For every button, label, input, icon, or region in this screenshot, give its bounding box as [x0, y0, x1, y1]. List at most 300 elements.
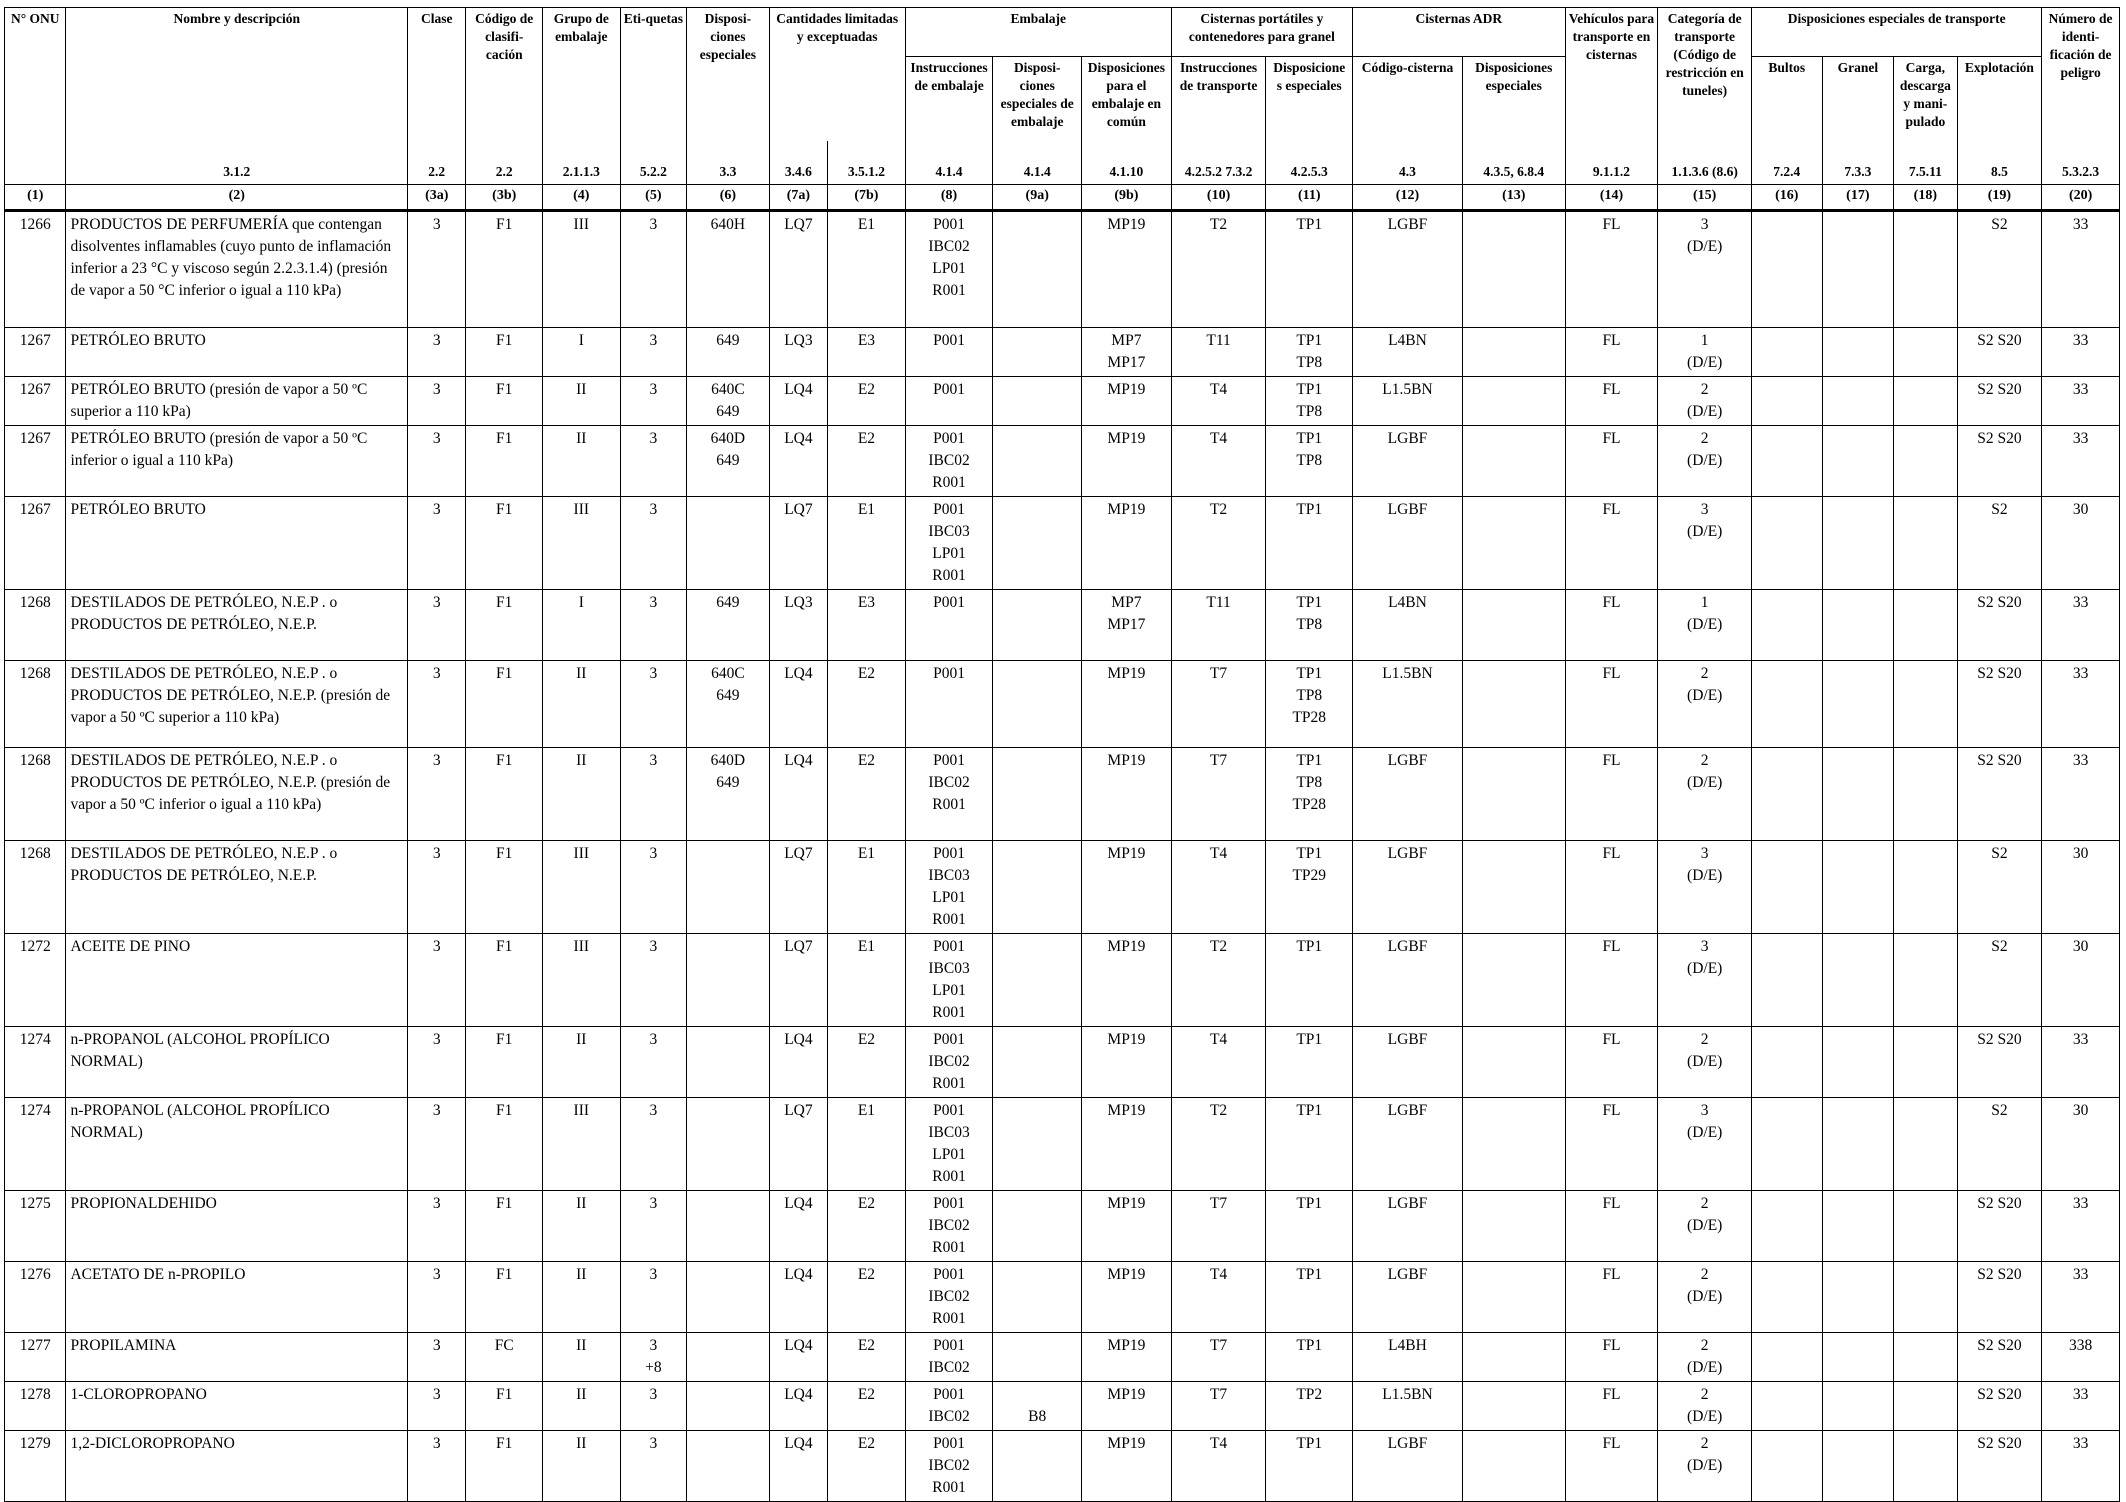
cell-portable-instructions: T4	[1171, 1431, 1266, 1502]
cell-special-bulk	[1822, 377, 1894, 426]
table-row	[5, 1382, 2120, 1431]
cell-transport-category: 3 (D/E)	[1658, 934, 1752, 1027]
header-column-number-13: (10)	[1171, 185, 1266, 211]
cell-excepted-quantity: E2	[828, 426, 906, 497]
cell-packing-instructions: P001 IBC02 R001	[905, 1191, 993, 1262]
cell-transport-category: 2 (D/E)	[1658, 1027, 1752, 1098]
cell-portable-instructions: T11	[1171, 590, 1266, 661]
cell-mixed-packing: MP19	[1082, 1333, 1172, 1382]
cell-packing-group: II	[543, 1333, 621, 1382]
cell-excepted-quantity: E1	[828, 1098, 906, 1191]
header-reference-6: 5.2.2	[620, 141, 687, 185]
cell-special-operation: S2	[1957, 1098, 2042, 1191]
cell-adr-special	[1462, 934, 1565, 1027]
header-packaging-group: Embalaje	[905, 8, 1171, 57]
header-reference-1	[5, 141, 66, 185]
cell-hazard-number: 33	[2042, 1431, 2120, 1502]
cell-portable-special: TP1 TP29	[1266, 841, 1353, 934]
cell-adr-special	[1462, 1191, 1565, 1262]
cell-limited-quantity: LQ3	[769, 328, 827, 377]
cell-portable-instructions: T4	[1171, 377, 1266, 426]
cell-labels: 3	[620, 328, 687, 377]
cell-special-packages	[1752, 328, 1823, 377]
cell-labels: 3	[620, 661, 687, 748]
table-row	[5, 328, 2120, 377]
header-reference-8: 3.4.6	[769, 141, 827, 185]
cell-special-packages	[1752, 748, 1823, 841]
cell-labels: 3	[620, 590, 687, 661]
cell-portable-instructions: T4	[1171, 426, 1266, 497]
cell-special-provisions	[687, 497, 770, 590]
cell-name-description: DESTILADOS DE PETRÓLEO, N.E.P . o PRODUCTOS DE PETRÓLEO, N.E.P.	[66, 841, 408, 934]
cell-tank-vehicle: FL	[1565, 328, 1658, 377]
cell-packing-group: II	[543, 748, 621, 841]
cell-special-packages	[1752, 841, 1823, 934]
header-column-number-19: (16)	[1752, 185, 1823, 211]
cell-labels: 3	[620, 497, 687, 590]
header-column-number-18: (15)	[1658, 185, 1752, 211]
cell-tank-code: LGBF	[1353, 1431, 1463, 1502]
header-column-number-6: (5)	[620, 185, 687, 211]
cell-adr-special	[1462, 1262, 1565, 1333]
cell-classification-code: F1	[466, 1431, 543, 1502]
header-labels: Eti-quetas	[620, 8, 687, 142]
cell-special-operation: S2	[1957, 497, 2042, 590]
cell-class: 3	[408, 1333, 466, 1382]
cell-excepted-quantity: E2	[828, 1382, 906, 1431]
cell-limited-quantity: LQ4	[769, 1431, 827, 1502]
cell-special-packages	[1752, 934, 1823, 1027]
cell-transport-category: 2 (D/E)	[1658, 1431, 1752, 1502]
header-operation: Explotación	[1957, 57, 2042, 142]
cell-special-bulk	[1822, 1382, 1894, 1431]
cell-transport-category: 3 (D/E)	[1658, 497, 1752, 590]
header-reference-19: 7.2.4	[1752, 141, 1823, 185]
cell-tank-vehicle: FL	[1565, 748, 1658, 841]
cell-tank-vehicle: FL	[1565, 1027, 1658, 1098]
table-row	[5, 934, 2120, 1027]
cell-excepted-quantity: E1	[828, 841, 906, 934]
header-adr-special: Disposiciones especiales	[1462, 57, 1565, 142]
table-row	[5, 1333, 2120, 1382]
cell-packing-group: II	[543, 1027, 621, 1098]
cell-hazard-number: 33	[2042, 748, 2120, 841]
cell-tank-vehicle: FL	[1565, 1191, 1658, 1262]
cell-packing-group: II	[543, 661, 621, 748]
header-reference-row	[5, 141, 2120, 185]
cell-special-operation: S2	[1957, 841, 2042, 934]
cell-transport-category: 2 (D/E)	[1658, 1333, 1752, 1382]
cell-special-bulk	[1822, 328, 1894, 377]
cell-mixed-packing: MP19	[1082, 497, 1172, 590]
cell-tank-code: LGBF	[1353, 748, 1463, 841]
cell-excepted-quantity: E2	[828, 748, 906, 841]
cell-special-operation: S2 S20	[1957, 1431, 2042, 1502]
table-row	[5, 590, 2120, 661]
cell-mixed-packing: MP19	[1082, 377, 1172, 426]
header-reference-3: 2.2	[408, 141, 466, 185]
cell-special-bulk	[1822, 1098, 1894, 1191]
cell-classification-code: F1	[466, 328, 543, 377]
cell-portable-instructions: T4	[1171, 841, 1266, 934]
cell-special-bulk	[1822, 841, 1894, 934]
cell-tank-vehicle: FL	[1565, 1333, 1658, 1382]
cell-un-number: 1267	[5, 328, 66, 377]
cell-class: 3	[408, 1431, 466, 1502]
cell-mixed-packing: MP7 MP17	[1082, 328, 1172, 377]
cell-portable-instructions: T11	[1171, 328, 1266, 377]
header-packing-group: Grupo de embalaje	[543, 8, 621, 142]
header-special-provisions: Disposi-ciones especiales	[687, 8, 770, 142]
cell-classification-code: F1	[466, 377, 543, 426]
cell-tank-vehicle: FL	[1565, 661, 1658, 748]
cell-transport-category: 1 (D/E)	[1658, 590, 1752, 661]
cell-packing-group: III	[543, 841, 621, 934]
cell-packing-group: II	[543, 1431, 621, 1502]
cell-transport-category: 2 (D/E)	[1658, 426, 1752, 497]
cell-excepted-quantity: E2	[828, 377, 906, 426]
cell-special-packages	[1752, 1333, 1823, 1382]
cell-portable-instructions: T2	[1171, 934, 1266, 1027]
header-reference-12: 4.1.10	[1082, 141, 1172, 185]
cell-special-bulk	[1822, 1431, 1894, 1502]
cell-packing-special: B8	[993, 1382, 1082, 1431]
cell-special-operation: S2 S20	[1957, 426, 2042, 497]
header-bulk: Granel	[1822, 57, 1894, 142]
header-portable-instructions: Instrucciones de transporte	[1171, 57, 1266, 142]
cell-labels: 3	[620, 1431, 687, 1502]
table-row	[5, 377, 2120, 426]
cell-tank-code: L4BN	[1353, 590, 1463, 661]
cell-packing-special	[993, 748, 1082, 841]
cell-adr-special	[1462, 426, 1565, 497]
table-row	[5, 426, 2120, 497]
cell-tank-code: LGBF	[1353, 934, 1463, 1027]
cell-name-description: 1,2-DICLOROPROPANO	[66, 1431, 408, 1502]
cell-special-loading	[1894, 497, 1957, 590]
dangerous-goods-table	[4, 7, 2120, 1502]
header-class: Clase	[408, 8, 466, 142]
cell-mixed-packing: MP19	[1082, 661, 1172, 748]
cell-mixed-packing: MP7 MP17	[1082, 590, 1172, 661]
cell-adr-special	[1462, 748, 1565, 841]
table-row	[5, 497, 2120, 590]
cell-class: 3	[408, 1262, 466, 1333]
cell-limited-quantity: LQ3	[769, 590, 827, 661]
cell-mixed-packing: MP19	[1082, 211, 1172, 328]
cell-portable-instructions: T2	[1171, 211, 1266, 328]
cell-special-bulk	[1822, 590, 1894, 661]
cell-special-loading	[1894, 328, 1957, 377]
table-header	[5, 8, 2120, 211]
cell-special-operation: S2 S20	[1957, 661, 2042, 748]
cell-transport-category: 2 (D/E)	[1658, 377, 1752, 426]
cell-portable-instructions: T4	[1171, 1027, 1266, 1098]
cell-tank-code: LGBF	[1353, 426, 1463, 497]
cell-portable-special: TP1	[1266, 1333, 1353, 1382]
cell-packing-group: II	[543, 1191, 621, 1262]
cell-tank-vehicle: FL	[1565, 590, 1658, 661]
cell-hazard-number: 33	[2042, 426, 2120, 497]
cell-packing-group: I	[543, 590, 621, 661]
cell-special-bulk	[1822, 934, 1894, 1027]
cell-special-provisions: 649	[687, 328, 770, 377]
cell-special-packages	[1752, 1098, 1823, 1191]
cell-tank-vehicle: FL	[1565, 1262, 1658, 1333]
cell-special-packages	[1752, 1191, 1823, 1262]
cell-tank-code: LGBF	[1353, 211, 1463, 328]
cell-special-operation: S2 S20	[1957, 748, 2042, 841]
cell-adr-special	[1462, 211, 1565, 328]
cell-packing-instructions: P001 IBC02 R001	[905, 1262, 993, 1333]
cell-excepted-quantity: E2	[828, 1333, 906, 1382]
header-loading: Carga, descarga y mani-pulado	[1894, 57, 1957, 142]
header-column-number-row	[5, 185, 2120, 211]
cell-class: 3	[408, 426, 466, 497]
cell-special-packages	[1752, 1027, 1823, 1098]
cell-special-provisions	[687, 841, 770, 934]
header-name: Nombre y descripción	[66, 8, 408, 142]
cell-special-loading	[1894, 590, 1957, 661]
cell-special-provisions: 640C 649	[687, 377, 770, 426]
cell-special-loading	[1894, 211, 1957, 328]
cell-special-loading	[1894, 934, 1957, 1027]
cell-excepted-quantity: E2	[828, 1191, 906, 1262]
cell-packing-instructions: P001 IBC02 R001	[905, 1027, 993, 1098]
cell-special-bulk	[1822, 211, 1894, 328]
table-row	[5, 1098, 2120, 1191]
cell-class: 3	[408, 1027, 466, 1098]
cell-packing-special	[993, 841, 1082, 934]
cell-name-description: PETRÓLEO BRUTO	[66, 497, 408, 590]
cell-packing-special	[993, 1098, 1082, 1191]
cell-mixed-packing: MP19	[1082, 1382, 1172, 1431]
cell-tank-code: L1.5BN	[1353, 1382, 1463, 1431]
header-column-number-21: (18)	[1894, 185, 1957, 211]
cell-portable-special: TP1	[1266, 211, 1353, 328]
header-reference-15: 4.3	[1353, 141, 1463, 185]
cell-hazard-number: 33	[2042, 1191, 2120, 1262]
cell-portable-special: TP1 TP8	[1266, 590, 1353, 661]
cell-classification-code: F1	[466, 661, 543, 748]
cell-excepted-quantity: E3	[828, 590, 906, 661]
cell-classification-code: F1	[466, 590, 543, 661]
cell-tank-vehicle: FL	[1565, 1431, 1658, 1502]
cell-special-loading	[1894, 1098, 1957, 1191]
header-column-number-2: (2)	[66, 185, 408, 211]
cell-special-loading	[1894, 841, 1957, 934]
cell-un-number: 1268	[5, 590, 66, 661]
cell-packing-group: III	[543, 1098, 621, 1191]
header-column-number-12: (9b)	[1082, 185, 1172, 211]
cell-special-provisions	[687, 1333, 770, 1382]
cell-labels: 3	[620, 426, 687, 497]
cell-adr-special	[1462, 841, 1565, 934]
cell-packing-special	[993, 328, 1082, 377]
table-row	[5, 661, 2120, 748]
cell-hazard-number: 33	[2042, 1027, 2120, 1098]
cell-special-provisions	[687, 1191, 770, 1262]
cell-name-description: DESTILADOS DE PETRÓLEO, N.E.P . o PRODUCTOS DE PETRÓLEO, N.E.P. (presión de vapor a 50 ºC superior a 110 kPa)	[66, 661, 408, 748]
cell-un-number: 1266	[5, 211, 66, 328]
cell-un-number: 1267	[5, 377, 66, 426]
cell-name-description: DESTILADOS DE PETRÓLEO, N.E.P . o PRODUCTOS DE PETRÓLEO, N.E.P. (presión de vapor a 50 ºC inferior o igual a 110 kPa)	[66, 748, 408, 841]
cell-special-bulk	[1822, 1262, 1894, 1333]
cell-special-loading	[1894, 1191, 1957, 1262]
cell-special-loading	[1894, 1431, 1957, 1502]
cell-tank-code: LGBF	[1353, 1098, 1463, 1191]
cell-name-description: ACETATO DE n-PROPILO	[66, 1262, 408, 1333]
header-column-number-16: (13)	[1462, 185, 1565, 211]
cell-tank-vehicle: FL	[1565, 497, 1658, 590]
header-reference-7: 3.3	[687, 141, 770, 185]
cell-transport-category: 2 (D/E)	[1658, 661, 1752, 748]
cell-special-provisions	[687, 1431, 770, 1502]
cell-portable-special: TP1 TP8 TP28	[1266, 661, 1353, 748]
cell-classification-code: F1	[466, 934, 543, 1027]
cell-portable-special: TP1	[1266, 1027, 1353, 1098]
cell-limited-quantity: LQ7	[769, 1098, 827, 1191]
cell-portable-instructions: T2	[1171, 497, 1266, 590]
table-row	[5, 841, 2120, 934]
header-tank-code: Código-cisterna	[1353, 57, 1463, 142]
cell-labels: 3 +8	[620, 1333, 687, 1382]
cell-tank-vehicle: FL	[1565, 1098, 1658, 1191]
cell-special-packages	[1752, 497, 1823, 590]
cell-limited-quantity: LQ7	[769, 497, 827, 590]
header-reference-4: 2.2	[466, 141, 543, 185]
cell-special-operation: S2 S20	[1957, 328, 2042, 377]
cell-packing-special	[993, 426, 1082, 497]
cell-limited-quantity: LQ4	[769, 748, 827, 841]
cell-adr-special	[1462, 1098, 1565, 1191]
cell-tank-code: L4BH	[1353, 1333, 1463, 1382]
cell-tank-code: LGBF	[1353, 497, 1463, 590]
cell-hazard-number: 33	[2042, 328, 2120, 377]
cell-class: 3	[408, 497, 466, 590]
cell-adr-special	[1462, 661, 1565, 748]
cell-excepted-quantity: E2	[828, 1431, 906, 1502]
cell-packing-instructions: P001 IBC02	[905, 1333, 993, 1382]
cell-limited-quantity: LQ4	[769, 377, 827, 426]
cell-name-description: ACEITE DE PINO	[66, 934, 408, 1027]
cell-packing-instructions: P001	[905, 377, 993, 426]
cell-name-description: DESTILADOS DE PETRÓLEO, N.E.P . o PRODUCTOS DE PETRÓLEO, N.E.P.	[66, 590, 408, 661]
cell-special-operation: S2 S20	[1957, 1027, 2042, 1098]
header-reference-9: 3.5.1.2	[828, 141, 906, 185]
cell-portable-special: TP1	[1266, 1262, 1353, 1333]
cell-packing-special	[993, 590, 1082, 661]
cell-packing-special	[993, 934, 1082, 1027]
cell-special-bulk	[1822, 1027, 1894, 1098]
cell-labels: 3	[620, 841, 687, 934]
cell-adr-special	[1462, 497, 1565, 590]
cell-name-description: n-PROPANOL (ALCOHOL PROPÍLICO NORMAL)	[66, 1027, 408, 1098]
cell-class: 3	[408, 1191, 466, 1262]
cell-special-packages	[1752, 426, 1823, 497]
cell-limited-quantity: LQ4	[769, 661, 827, 748]
cell-adr-special	[1462, 1431, 1565, 1502]
cell-portable-special: TP1 TP8 TP28	[1266, 748, 1353, 841]
cell-special-operation: S2 S20	[1957, 1191, 2042, 1262]
cell-hazard-number: 33	[2042, 211, 2120, 328]
cell-excepted-quantity: E1	[828, 934, 906, 1027]
cell-name-description: 1-CLOROPROPANO	[66, 1382, 408, 1431]
cell-special-bulk	[1822, 1333, 1894, 1382]
cell-labels: 3	[620, 1262, 687, 1333]
cell-portable-special: TP1 TP8	[1266, 377, 1353, 426]
header-tank-vehicles: Vehículos para transporte en cisternas	[1565, 8, 1658, 142]
cell-packing-group: III	[543, 934, 621, 1027]
header-reference-20: 7.3.3	[1822, 141, 1894, 185]
cell-tank-code: LGBF	[1353, 1191, 1463, 1262]
cell-special-packages	[1752, 1431, 1823, 1502]
cell-name-description: n-PROPANOL (ALCOHOL PROPÍLICO NORMAL)	[66, 1098, 408, 1191]
cell-portable-instructions: T7	[1171, 1333, 1266, 1382]
cell-special-operation: S2 S20	[1957, 590, 2042, 661]
cell-tank-code: LGBF	[1353, 1027, 1463, 1098]
cell-packing-group: III	[543, 497, 621, 590]
cell-portable-special: TP1	[1266, 1191, 1353, 1262]
cell-un-number: 1267	[5, 426, 66, 497]
cell-tank-code: L1.5BN	[1353, 377, 1463, 426]
cell-classification-code: F1	[466, 1027, 543, 1098]
cell-packing-instructions: P001 IBC03 LP01 R001	[905, 1098, 993, 1191]
cell-mixed-packing: MP19	[1082, 934, 1172, 1027]
cell-excepted-quantity: E3	[828, 328, 906, 377]
header-classification-code: Código de clasifi-cación	[466, 8, 543, 142]
cell-name-description: PETRÓLEO BRUTO (presión de vapor a 50 ºC inferior o igual a 110 kPa)	[66, 426, 408, 497]
cell-adr-special	[1462, 1027, 1565, 1098]
cell-special-loading	[1894, 377, 1957, 426]
header-column-number-22: (19)	[1957, 185, 2042, 211]
cell-mixed-packing: MP19	[1082, 748, 1172, 841]
header-reference-11: 4.1.4	[993, 141, 1082, 185]
cell-labels: 3	[620, 1027, 687, 1098]
cell-un-number: 1267	[5, 497, 66, 590]
cell-name-description: PRODUCTOS DE PERFUMERÍA que contengan disolventes inflamables (cuyo punto de inflamación inferior a 23 °C y viscoso según 2.2.3.1.4) (presión de vapor a 50 °C inferior o igual a 110 kPa)	[66, 211, 408, 328]
cell-classification-code: F1	[466, 841, 543, 934]
cell-special-packages	[1752, 1262, 1823, 1333]
cell-packing-instructions: P001 IBC03 LP01 R001	[905, 934, 993, 1027]
cell-special-loading	[1894, 1262, 1957, 1333]
cell-excepted-quantity: E2	[828, 661, 906, 748]
table-row	[5, 211, 2120, 328]
cell-portable-special: TP1	[1266, 1098, 1353, 1191]
cell-limited-quantity: LQ4	[769, 1027, 827, 1098]
cell-mixed-packing: MP19	[1082, 1027, 1172, 1098]
header-portable-tanks-group: Cisternas portátiles y contenedores para granel	[1171, 8, 1352, 57]
cell-portable-special: TP1 TP8	[1266, 426, 1353, 497]
cell-special-loading	[1894, 661, 1957, 748]
cell-packing-instructions: P001 IBC02 R001	[905, 748, 993, 841]
cell-hazard-number: 33	[2042, 1382, 2120, 1431]
cell-labels: 3	[620, 1098, 687, 1191]
cell-packing-instructions: P001 IBC02 LP01 R001	[905, 211, 993, 328]
cell-tank-code: L1.5BN	[1353, 661, 1463, 748]
cell-packing-group: II	[543, 1262, 621, 1333]
cell-special-packages	[1752, 211, 1823, 328]
cell-packing-instructions: P001	[905, 590, 993, 661]
cell-limited-quantity: LQ4	[769, 1191, 827, 1262]
cell-excepted-quantity: E2	[828, 1027, 906, 1098]
cell-un-number: 1268	[5, 841, 66, 934]
cell-special-bulk	[1822, 748, 1894, 841]
cell-special-provisions	[687, 1382, 770, 1431]
cell-mixed-packing: MP19	[1082, 1431, 1172, 1502]
cell-packing-group: I	[543, 328, 621, 377]
header-limited-quantities: Cantidades limitadas y exceptuadas	[769, 8, 905, 142]
